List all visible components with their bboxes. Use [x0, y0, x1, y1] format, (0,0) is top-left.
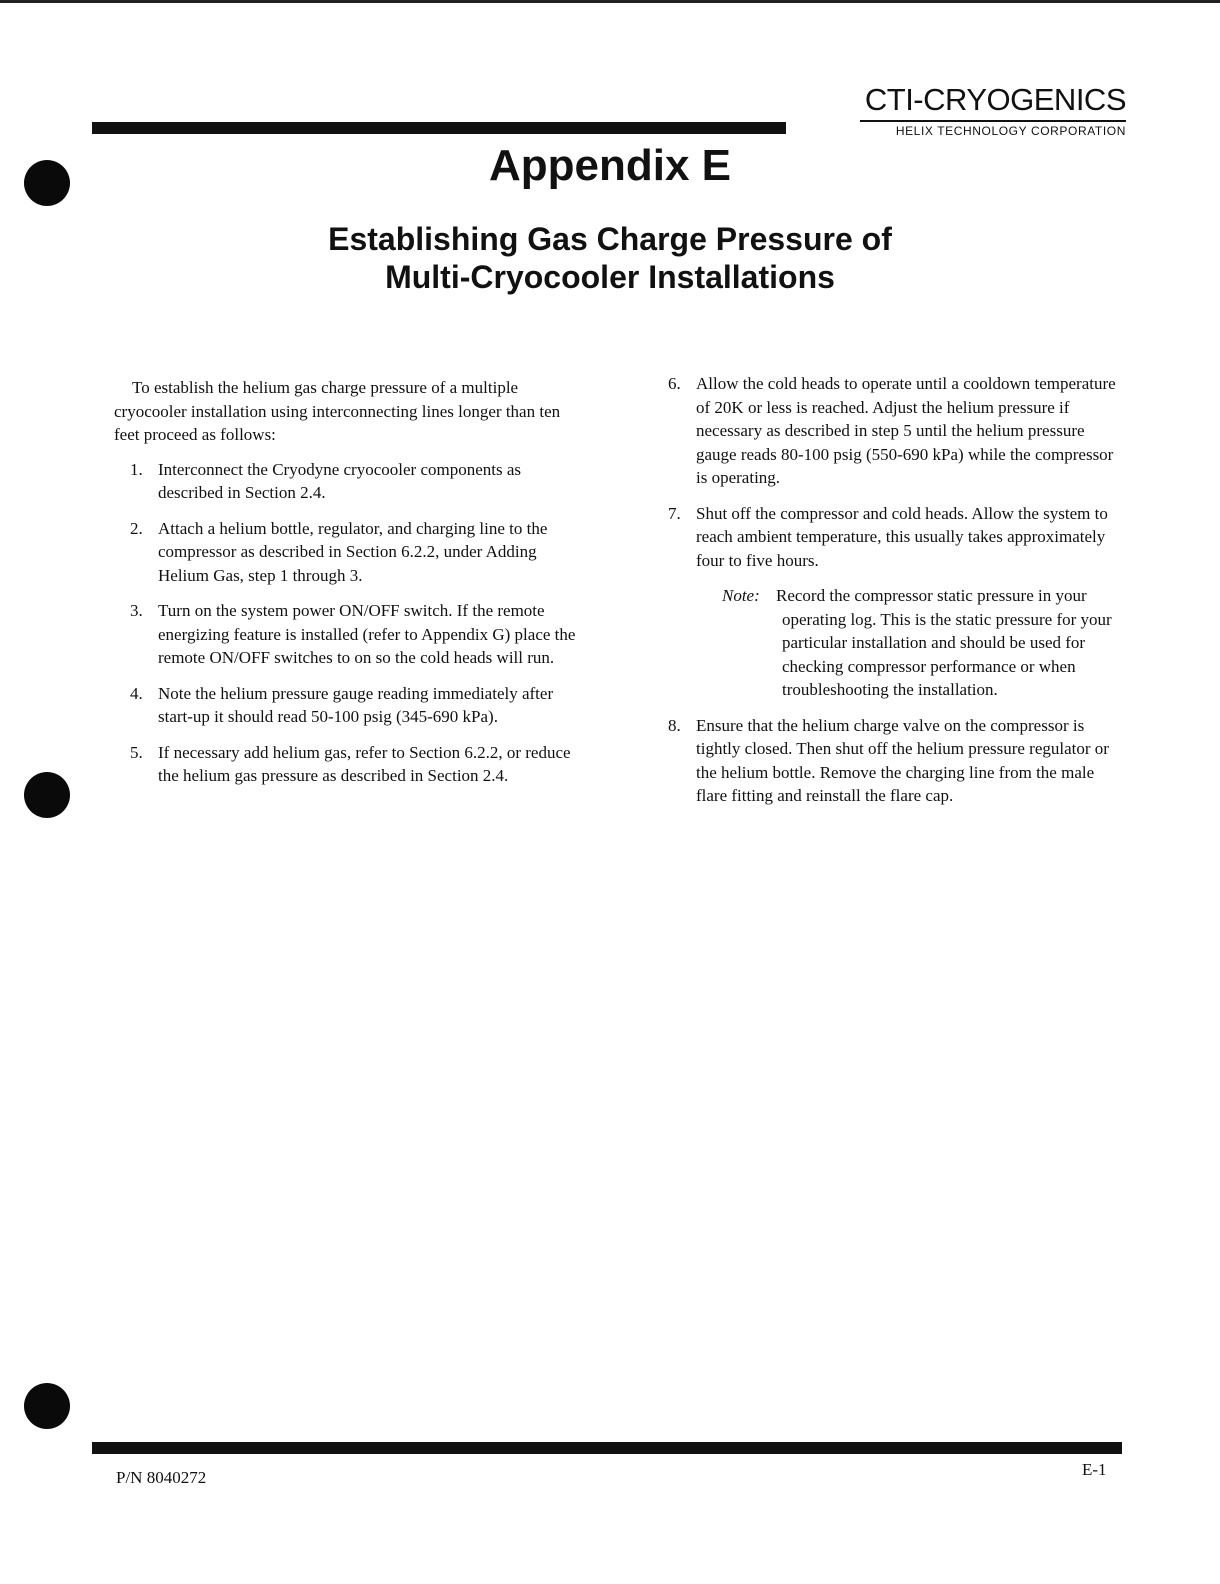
note-text: Record the compressor static pressure in your operating log. This is the static pressure for your particular installation and should be used for checking compressor performance or when troubleshooting the installation. — [776, 586, 1112, 699]
step-number: 6. — [668, 374, 681, 393]
company-division: HELIX TECHNOLOGY CORPORATION — [860, 120, 1126, 138]
step-6 — [668, 372, 1120, 490]
step-4 — [114, 682, 580, 729]
footer-rule — [92, 1442, 1122, 1454]
company-name: CTI-CRYOGENICS — [864, 82, 1126, 117]
step-number: 8. — [668, 715, 681, 735]
step-number: 1. — [130, 459, 143, 479]
left-column — [114, 376, 580, 800]
step-3 — [114, 599, 580, 670]
company-logo — [860, 82, 1126, 138]
step-number: 5. — [130, 742, 143, 762]
step-text: If necessary add helium gas, refer to Section 6.2.2, or reduce the helium gas pressure as described in Section 2.4. — [158, 742, 571, 785]
part-number: P/N 8040272 — [116, 1468, 207, 1487]
step-number: 7. — [668, 503, 681, 523]
subtitle-line-1: Establishing Gas Charge Pressure of — [328, 221, 892, 257]
procedure-list-right — [668, 372, 1120, 808]
step-number: 3. — [130, 601, 143, 620]
intro-paragraph: To establish the helium gas charge pressure of a multiple cryocooler installation using interconnecting lines longer than ten feet proceed as follows: — [114, 378, 561, 444]
step-text: Interconnect the Cryodyne cryocooler components as described in Section 2.4. — [158, 459, 522, 502]
note-label: Note: — [722, 586, 760, 605]
step-number: 2. — [130, 518, 143, 538]
top-edge-line — [0, 0, 1220, 3]
step-7 — [668, 502, 1120, 702]
step-5 — [114, 741, 580, 788]
step-text: Shut off the compressor and cold heads. Allow the system to reach ambient temperature, this usually takes approximately four to five hours. — [696, 503, 1108, 570]
binder-hole-middle — [24, 772, 70, 818]
step-number: 4. — [130, 683, 143, 703]
step-text: Turn on the system power ON/OFF switch. If the remote energizing feature is installed (refer to Appendix G) place the remote ON/OFF switches to on so the cold heads will run. — [158, 601, 576, 667]
page-subtitle — [0, 220, 1220, 296]
step-text: Note the helium pressure gauge reading immediately after start-up it should read 50-100 psig (345-690 kPa). — [158, 683, 554, 726]
subtitle-line-2: Multi-Cryocooler Installations — [385, 259, 835, 295]
step-text: Allow the cold heads to operate until a cooldown temperature of 20K or less is reached. Adjust the helium pressure if necessary as described in step 5 until the helium pressure gauge reads 80-100 psig (550-690 kPa) while the compressor is operating. — [696, 374, 1116, 487]
step-text: Ensure that the helium charge valve on the compressor is tightly closed. Then shut off the helium pressure regulator or the helium bottle. Remove the charging line from the male flare fitting and reinstall the flare cap. — [696, 715, 1109, 805]
page-title: Appendix E — [488, 141, 732, 190]
step-text: Attach a helium bottle, regulator, and charging line to the compressor as described in Section 6.2.2, under Adding Helium Gas, step 1 through 3. — [158, 518, 548, 585]
header-rule — [92, 122, 786, 134]
procedure-list-left — [114, 458, 580, 788]
step-1 — [114, 458, 580, 505]
binder-hole-bottom — [24, 1383, 70, 1429]
page-number: E-1 — [1082, 1460, 1107, 1479]
step-8 — [668, 714, 1120, 808]
note-block — [696, 584, 1120, 702]
step-2 — [114, 517, 580, 588]
right-column — [668, 372, 1120, 820]
